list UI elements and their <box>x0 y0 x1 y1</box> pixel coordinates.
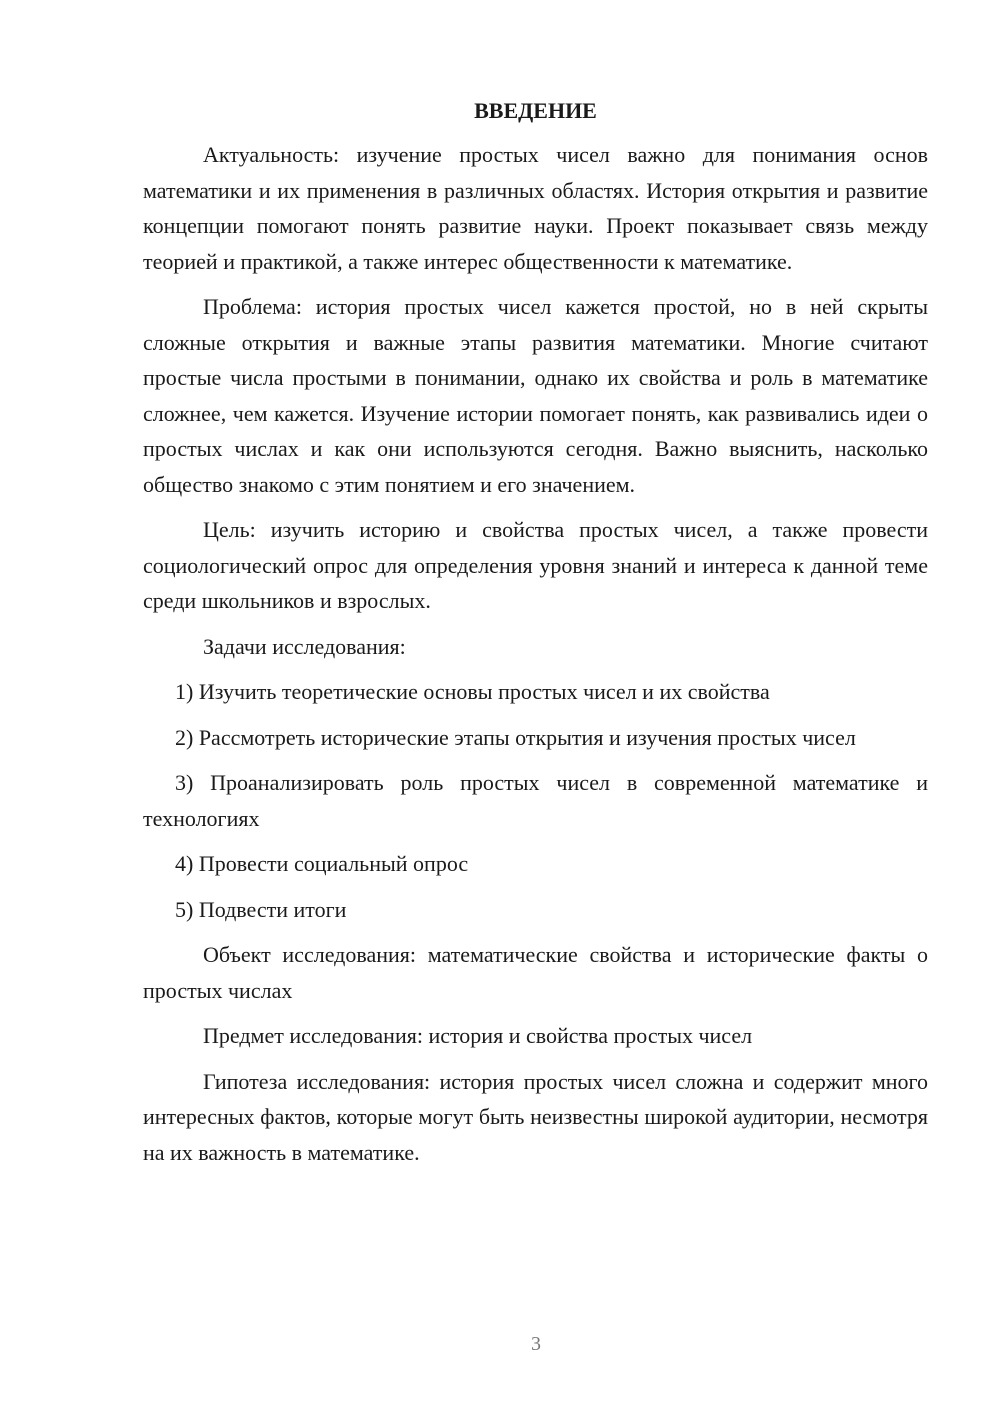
tasks-title: Задачи исследования: <box>203 633 406 659</box>
paragraph-problem: Проблема: история простых чисел кажется простой, но в ней скрыты сложные открытия и важные этапы развития математики. Многие считают простые числа простыми в понимании, однако их свойства и роль в математике сложнее, чем кажется. Изучение истории помогает понять, как развивались идеи о простых числах и как они используются сегодня. Важно выяснить, насколько общество знакомо с этим понятием и его значением. <box>143 294 928 497</box>
page-number: 3 <box>531 1333 541 1355</box>
task-item-1: 1) Изучить теоретические основы простых чисел и их свойства <box>175 679 770 704</box>
paragraph-subject: Предмет исследования: история и свойства простых чисел <box>203 1023 753 1048</box>
task-item-4: 4) Провести социальный опрос <box>175 851 469 876</box>
section-heading: ВВЕДЕНИЕ <box>474 98 597 123</box>
task-item-2: 2) Рассмотреть исторические этапы открытия и изучения простых чисел <box>175 724 856 750</box>
paragraph-relevance: Актуальность: изучение простых чисел важно для понимания основ математики и их применения в различных областях. История открытия и развитие концепции помогают понять развитие науки. Проект показывает связь между теорией и практикой, а также интерес общественности к математике. <box>143 142 928 274</box>
task-item-3: 3) Проанализировать роль простых чисел в современной математике и технологиях <box>143 770 928 831</box>
task-item-5: 5) Подвести итоги <box>175 896 347 922</box>
document-body <box>143 95 928 1170</box>
paragraph-goal: Цель: изучить историю и свойства простых чисел, а также провести социологический опрос для определения уровня знаний и интереса к данной теме среди школьников и взрослых. <box>143 517 928 613</box>
paragraph-object: Объект исследования: математические свойства и исторические факты о простых числах <box>143 942 928 1003</box>
paragraph-hypothesis: Гипотеза исследования: история простых чисел сложна и содержит много интересных фактов, которые могут быть неизвестны широкой аудитории, несмотря на их важность в математике. <box>143 1068 928 1165</box>
